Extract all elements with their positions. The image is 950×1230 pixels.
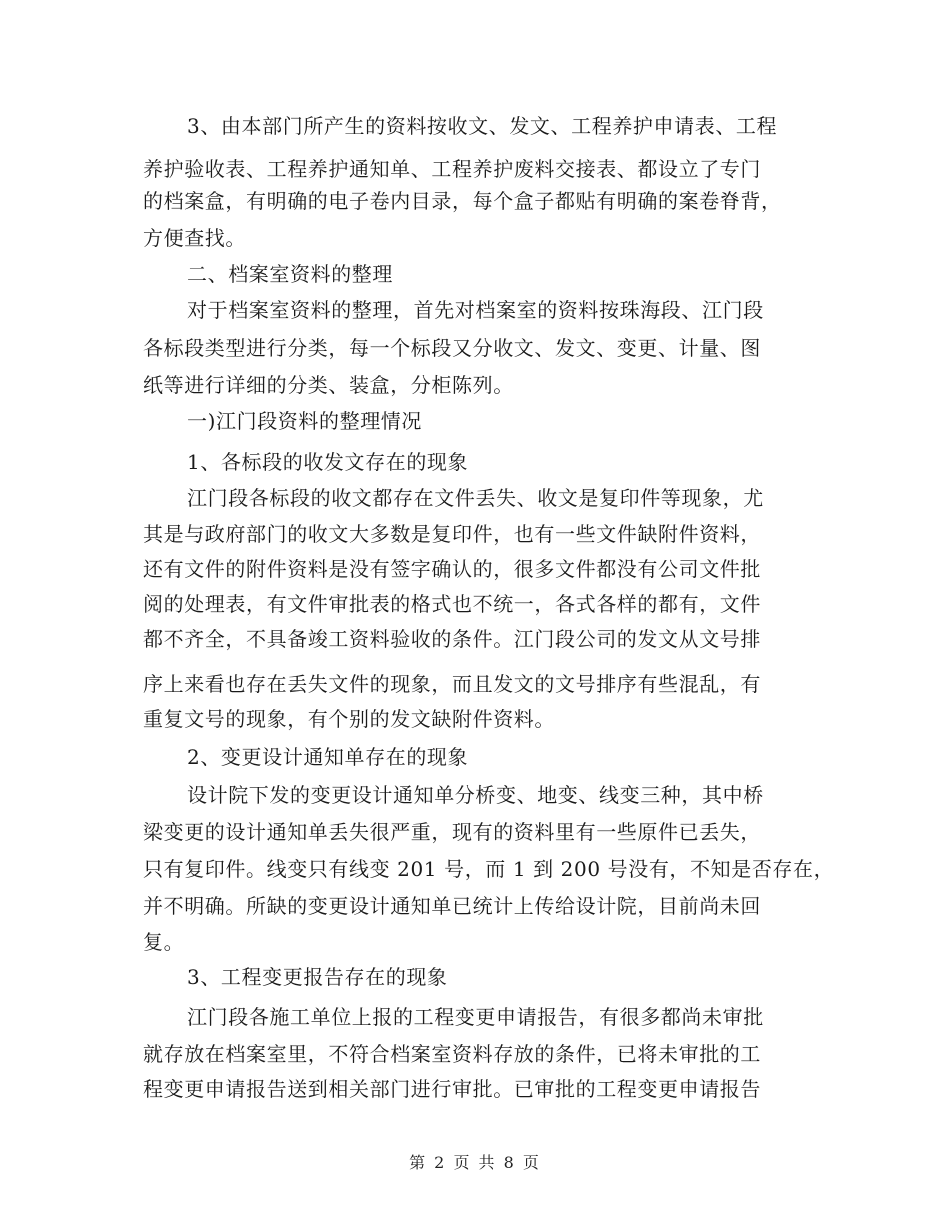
section-heading: 二、档案室资料的整理	[187, 262, 393, 286]
text-line: 阅的处理表，有文件审批表的格式也不统一，各式各样的都有，文件	[143, 592, 761, 616]
text-line: 的档案盒，有明确的电子卷内目录，每个盒子都贴有明确的案卷脊背，	[143, 189, 782, 213]
text-line: 梁变更的设计通知单丢失很严重，现有的资料里有一些原件已丢失，	[143, 820, 761, 844]
text-line: 都不齐全，不具备竣工资料验收的条件。江门段公司的发文从文号排	[143, 627, 761, 651]
text-line: 方便查找。	[143, 226, 246, 250]
text-line: 就存放在档案室里，不符合档案室资料存放的条件，已将未审批的工	[143, 1042, 761, 1066]
text-line: 重复文号的现象，有个别的发文缺附件资料。	[143, 707, 555, 731]
text-line: 并不明确。所缺的变更设计通知单已统计上传给设计院，目前尚未回	[143, 894, 761, 918]
item-heading: 1、各标段的收发文存在的现象	[187, 450, 469, 474]
text-line: 复。	[143, 930, 185, 954]
item-heading: 2、变更设计通知单存在的现象	[187, 745, 469, 769]
text-line: 只有复印件。线变只有线变 201 号，而 1 到 200 号没有，不知是否存在，	[143, 857, 835, 881]
text-line: 养护验收表、工程养护通知单、工程养护废料交接表、都设立了专门	[143, 157, 761, 181]
text-line: 其是与政府部门的收文大多数是复印件，也有一些文件缺附件资料，	[143, 522, 761, 546]
item-heading: 3、工程变更报告存在的现象	[187, 965, 448, 989]
text-line: 纸等进行详细的分类、装盒，分柜陈列。	[143, 373, 514, 397]
text-line: 还有文件的附件资料是没有签字确认的，很多文件都没有公司文件批	[143, 557, 761, 581]
text-line: 各标段类型进行分类，每一个标段又分收文、发文、变更、计量、图	[143, 336, 761, 360]
text-line: 江门段各施工单位上报的工程变更申请报告，有很多都尚未审批	[187, 1005, 764, 1029]
text-line: 3、由本部门所产生的资料按收文、发文、工程养护申请表、工程	[187, 114, 778, 138]
subsection-heading: 一)江门段资料的整理情况	[187, 409, 423, 433]
text-line: 序上来看也存在丢失文件的现象，而且发文的文号排序有些混乱，有	[143, 672, 761, 696]
text-line: 对于档案室资料的整理，首先对档案室的资料按珠海段、江门段	[187, 298, 764, 322]
page-number-footer: 第 2 页 共 8 页	[409, 1153, 541, 1172]
text-line: 江门段各标段的收文都存在文件丢失、收文是复印件等现象，尤	[187, 486, 764, 510]
text-line: 程变更申请报告送到相关部门进行审批。已审批的工程变更申请报告	[143, 1077, 761, 1101]
text-line: 设计院下发的变更设计通知单分桥变、地变、线变三种，其中桥	[187, 783, 764, 807]
